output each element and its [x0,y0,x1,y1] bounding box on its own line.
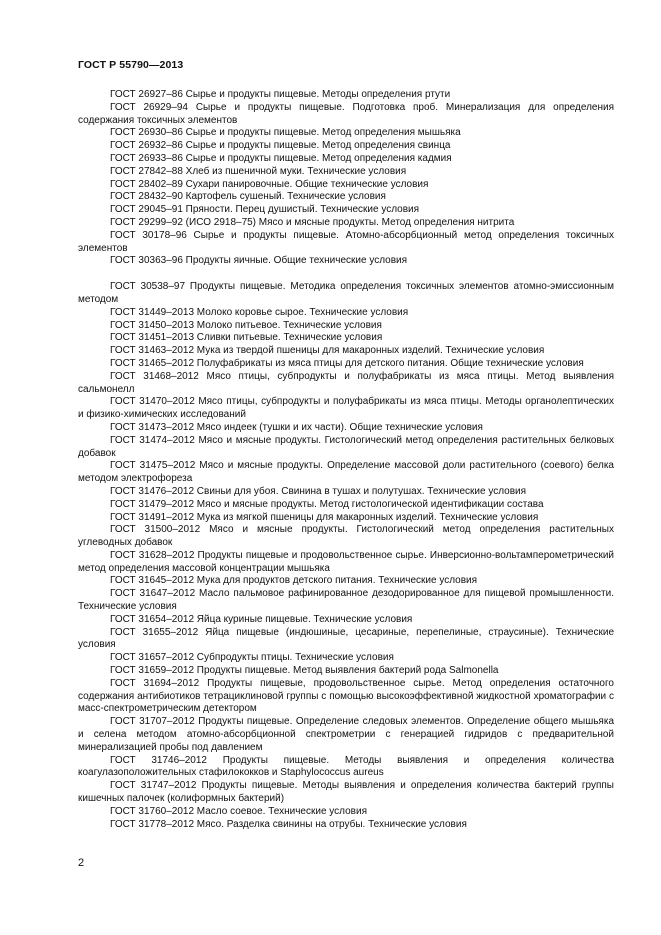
list-item: ГОСТ 31450–2013 Молоко питьевое. Технические условия [110,319,382,331]
list-item: ГОСТ 31463–2012 Мука из твердой пшеницы для макаронных изделий. Технические условия [110,345,545,357]
list-item: ГОСТ 27842–88 Хлеб из пшеничной муки. Технические условия [110,165,407,177]
list-item: ГОСТ 31655–2012 Яйца пищевые (индюшиные, цесариные, перепелиные, страусиные). Технические условия [78,626,614,651]
list-item: ГОСТ 26932–86 Сырье и продукты пищевые. Метод определения свинца [110,140,451,152]
list-item: ГОСТ 31500–2012 Мясо и мясные продукты. Гистологический метод определения растительных углеводных добавок [78,524,614,549]
list-item: ГОСТ 31657–2012 Субпродукты птицы. Технические условия [110,652,394,664]
list-item: ГОСТ 29299–92 (ИСО 2918–75) Мясо и мясные продукты. Метод определения нитрита [110,216,515,228]
list-item: ГОСТ 31747–2012 Продукты пищевые. Методы выявления и определения количества бактерий группы кишечных палочек (колиформных бактерий) [78,780,614,805]
document-header: ГОСТ Р 55790—2013 [78,59,184,71]
paragraph-gap [78,268,614,281]
list-item: ГОСТ 31628–2012 Продукты пищевые и продовольственное сырье. Инверсионно-вольтамперометрический метод определения массовой концентрации мышьяка [78,549,614,574]
list-item: ГОСТ 31479–2012 Мясо и мясные продукты. Метод гистологической идентификации состава [110,498,544,510]
list-item: ГОСТ 26927–86 Сырье и продукты пищевые. Методы определения ртути [110,89,451,100]
list-item: ГОСТ 30538–97 Продукты пищевые. Методика определения токсичных элементов атомно-эмиссионным методом [78,281,614,305]
list-item: ГОСТ 31645–2012 Мука для продуктов детского питания. Технические условия [110,575,478,587]
list-item: ГОСТ 31760–2012 Масло соевое. Технические условия [110,805,367,817]
list-item: ГОСТ 30363–96 Продукты яичные. Общие технические условия [110,255,408,267]
list-item: ГОСТ 31473–2012 Мясо индеек (тушки и их части). Общие технические условия [110,421,483,433]
page-number: 2 [78,857,85,869]
list-item: ГОСТ 29045–91 Пряности. Перец душистый. Технические условия [110,204,420,216]
list-item: ГОСТ 31465–2012 Полуфабрикаты из мяса птицы для детского питания. Общие технические условия [110,357,584,369]
list-item: ГОСТ 31468–2012 Мясо птицы, субпродукты и полуфабрикаты из мяса птицы. Метод выявления сальмонелл [78,370,614,395]
list-item: ГОСТ 31647–2012 Масло пальмовое рафинированное дезодорированное для пищевой промышленности. Технические условия [78,588,614,613]
list-item: ГОСТ 31475–2012 Мясо и мясные продукты. Определение массовой доли растительного (соевого) белка методом электрофореза [78,460,614,485]
list-item: ГОСТ 31659–2012 Продукты пищевые. Метод выявления бактерий рода Salmonella [110,665,499,677]
list-item: ГОСТ 31491–2012 Мука из мягкой пшеницы для макаронных изделий. Технические условия [110,511,539,523]
list-item: ГОСТ 31694–2012 Продукты пищевые, продовольственное сырье. Метод определения остаточного содержания антибиотиков тетрациклиновой группы с помощью высокоэффективной жидкостной хроматографии с масс-спектрометрическим детектором [78,677,614,715]
list-item: ГОСТ 30178–96 Сырье и продукты пищевые. Атомно-абсорбционный метод определения токсичных элементов [78,229,614,254]
list-item: ГОСТ 31778–2012 Мясо. Разделка свинины на отрубы. Технические условия [110,818,467,830]
list-item: ГОСТ 26929–94 Сырье и продукты пищевые. Подготовка проб. Минерализация для определения содержания токсичных элементов [78,101,614,126]
references-list [78,89,614,831]
list-item: ГОСТ 26933–86 Сырье и продукты пищевые. Метод определения кадмия [110,152,452,164]
list-item: ГОСТ 31746–2012 Продукты пищевые. Методы выявления и определения количества коагулазоположительных стафилококков и Staphylococcus aureus [78,754,614,779]
list-item: ГОСТ 28402–89 Сухари панировочные. Общие технические условия [110,178,429,190]
list-item: ГОСТ 28432–90 Картофель сушеный. Технические условия [110,191,386,203]
list-item: ГОСТ 31474–2012 Мясо и мясные продукты. Гистологический метод определения растительных белковых добавок [78,434,614,459]
list-item: ГОСТ 31707–2012 Продукты пищевые. Определение следовых элементов. Определение общего мышьяка и селена методом атомно-абсорбционной спектрометрии с генерацией гидридов с предварительной минерализацией пробы под давлением [78,716,614,753]
list-item: ГОСТ 31654–2012 Яйца куриные пищевые. Технические условия [110,613,413,625]
list-item: ГОСТ 31476–2012 Свиньи для убоя. Свинина в тушах и полутушах. Технические условия [110,485,527,497]
list-item: ГОСТ 31451–2013 Сливки питьевые. Технические условия [110,332,383,344]
list-item: ГОСТ 31470–2012 Мясо птицы, субпродукты и полуфабрикаты из мяса птицы. Методы органолептических и физико-химических исследований [78,396,614,421]
list-item: ГОСТ 31449–2013 Молоко коровье сырое. Технические условия [110,306,409,318]
list-item: ГОСТ 26930–86 Сырье и продукты пищевые. Метод определения мышьяка [110,127,461,139]
